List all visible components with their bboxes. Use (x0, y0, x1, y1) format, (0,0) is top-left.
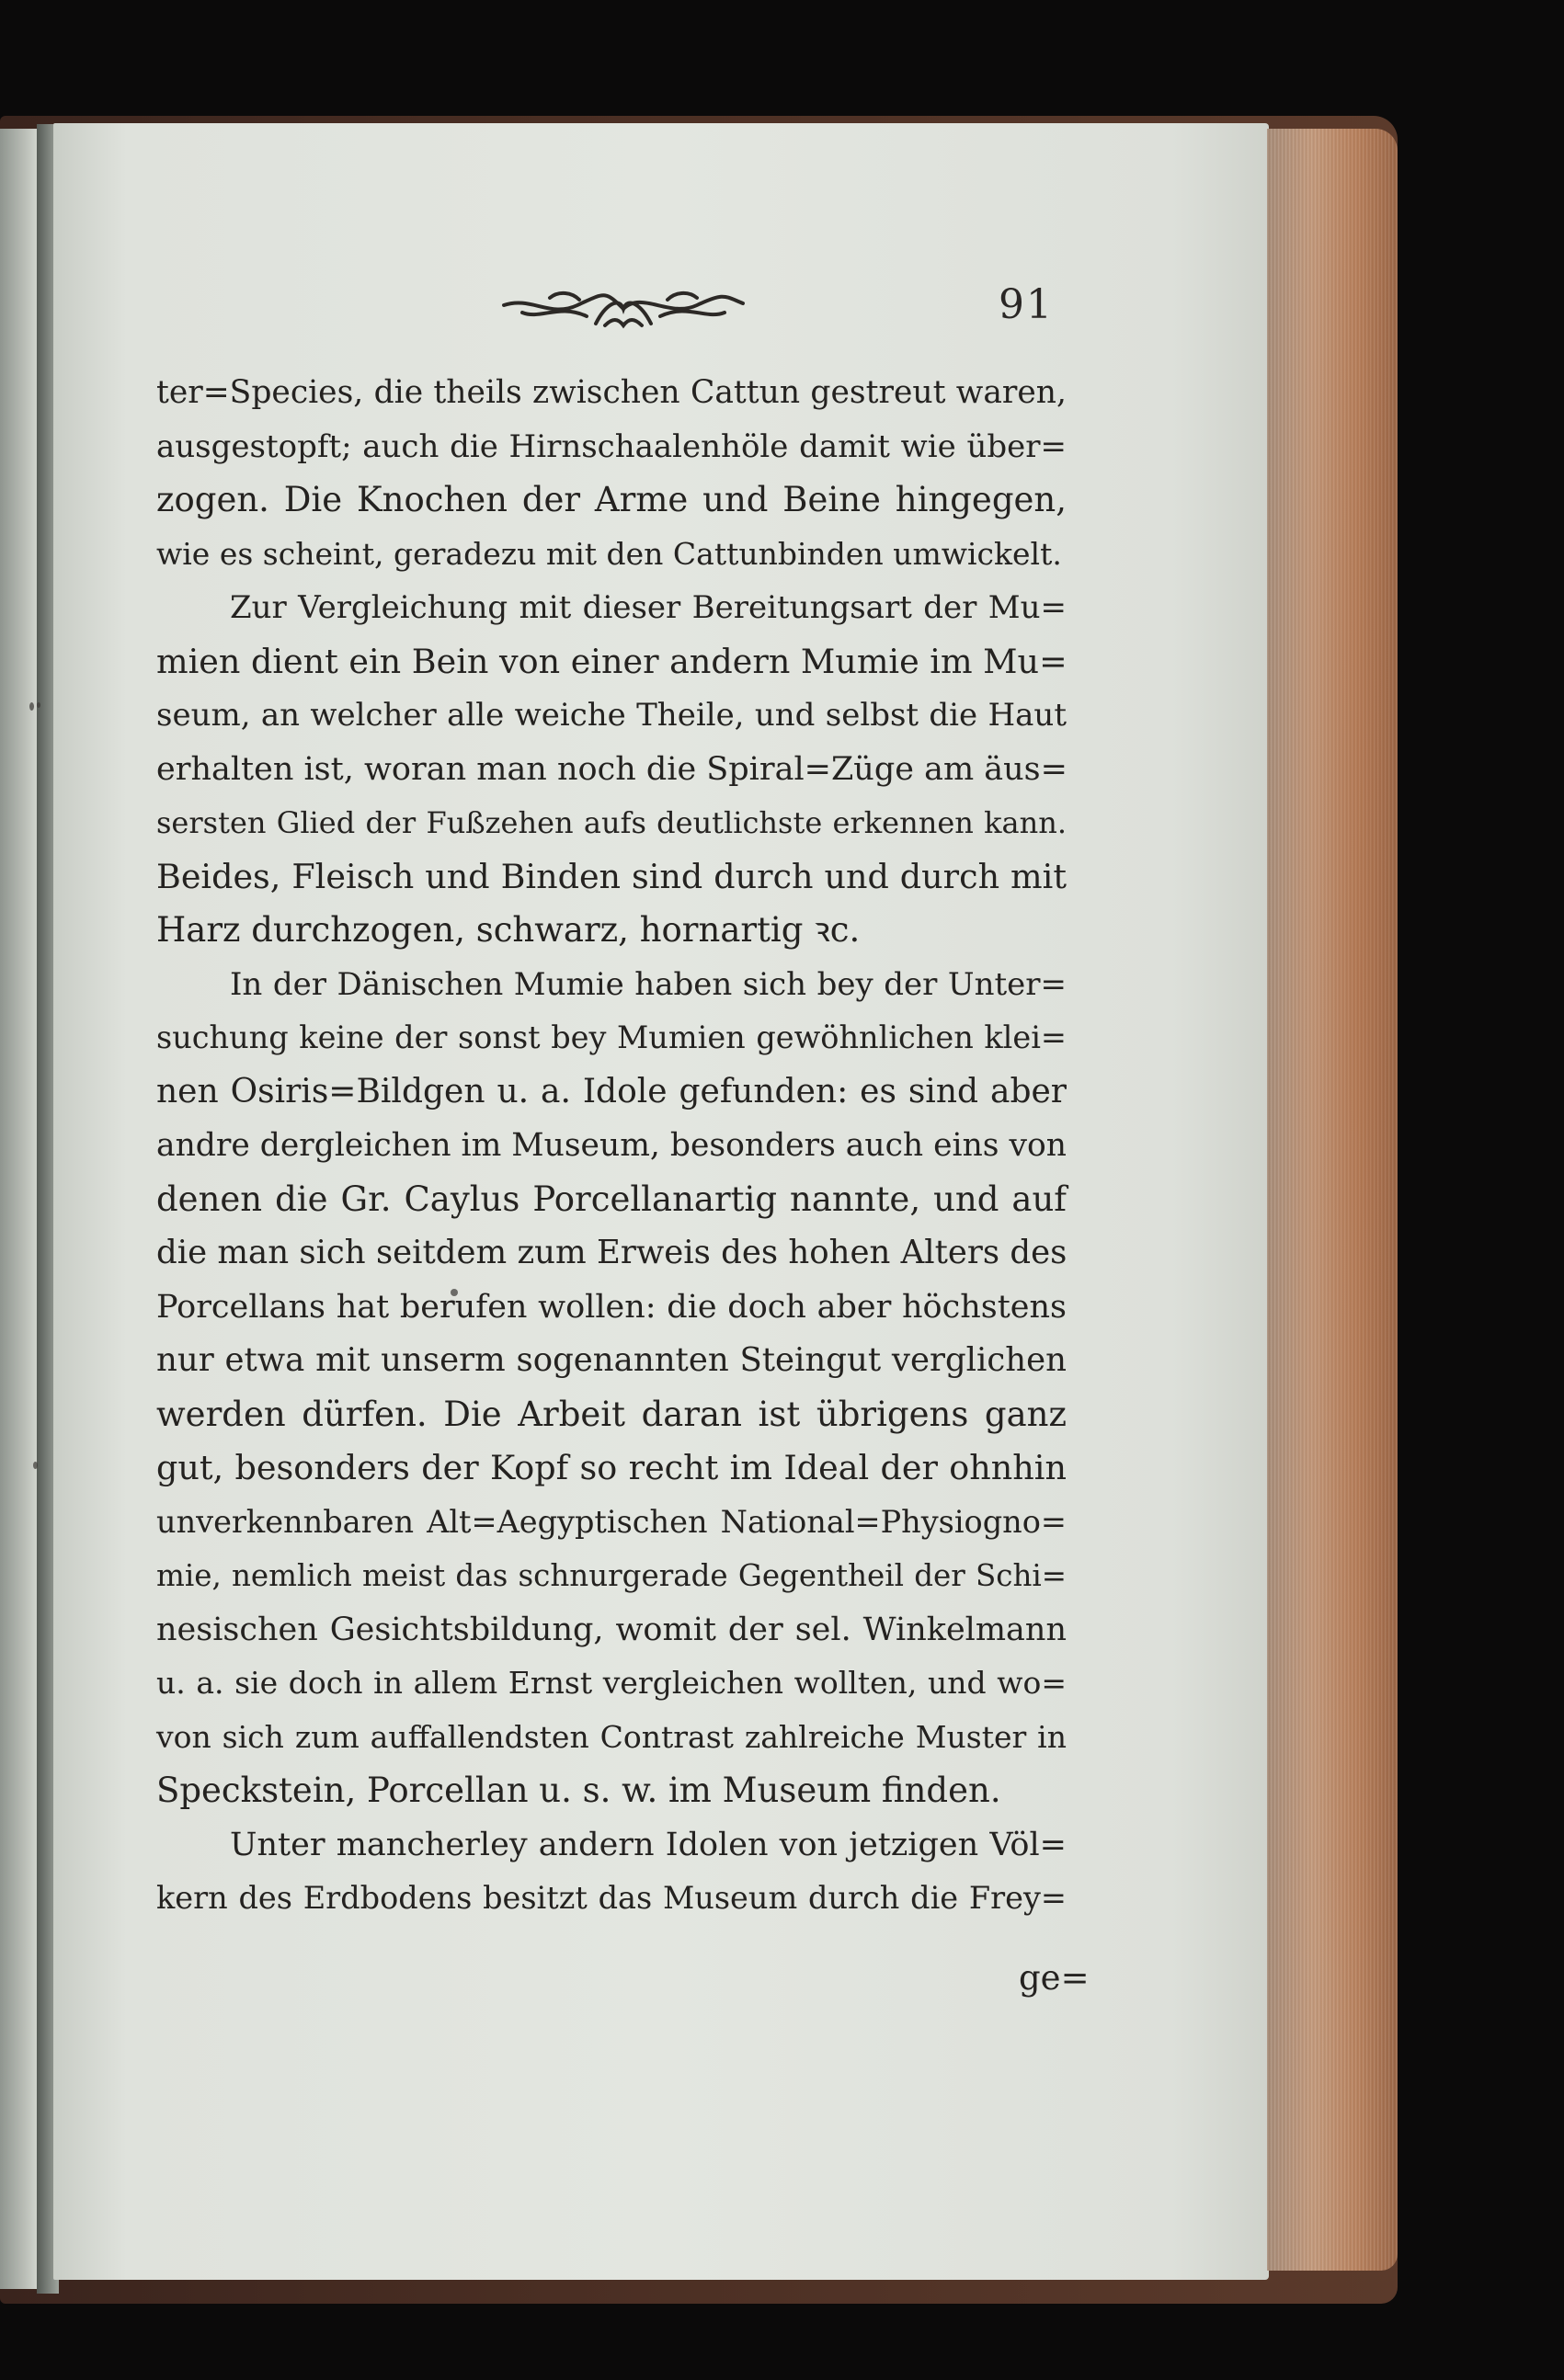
page-speck (33, 1462, 38, 1469)
text-line: seum, an welcher alle weiche Theile, und selbst die Haut (156, 697, 1067, 734)
text-line: werden dürfen. Die Arbeit daran ist übrigens ganz (156, 1394, 1067, 1434)
text-line: wie es scheint, geradezu mit den Cattunbinden umwickelt. (156, 535, 1062, 572)
page-header (53, 267, 1269, 359)
text-line: unverkennbaren Alt=Aegyptischen National=Physiogno= (156, 1503, 1067, 1540)
text-line: Unter mancherley andern Idolen von jetzigen Völ= (230, 1826, 1067, 1863)
text-line: suchung keine der sonst bey Mumien gewöhnlichen klei= (156, 1019, 1067, 1055)
text-line: ausgestopft; auch die Hirnschaalenhöle damit wie über= (156, 427, 1067, 465)
text-line: nur etwa mit unserm sogenannten Steingut verglichen (156, 1341, 1067, 1379)
catchword: ge= (1019, 1958, 1090, 1998)
decorative-flourish-icon (495, 278, 752, 342)
text-line: Harz durchzogen, schwarz, hornartig ꝛc. (156, 910, 861, 950)
text-line: von sich zum auffallendsten Contrast zahlreiche Muster in (156, 1718, 1067, 1755)
page-number: 91 (999, 281, 1054, 328)
text-line: denen die Gr. Caylus Porcellanartig nannte, und auf (156, 1179, 1067, 1219)
text-line: Beides, Fleisch und Binden sind durch und durch mit (156, 856, 1067, 896)
text-line: Porcellans hat berufen wollen: die doch aber höchstens (156, 1288, 1067, 1326)
text-line: gut, besonders der Kopf so recht im Ideal der ohnhin (156, 1448, 1067, 1487)
text-line: kern des Erdbodens besitzt das Museum durch die Frey= (156, 1880, 1067, 1916)
text-line: zogen. Die Knochen der Arme und Beine hingegen, (156, 480, 1067, 519)
text-line: In der Dänischen Mumie haben sich bey der Unter= (230, 965, 1067, 1003)
page-speck (29, 702, 34, 711)
text-line: erhalten ist, woran man noch die Spiral=Züge am äus= (156, 750, 1067, 788)
text-line: nen Osiris=Bildgen u. a. Idole gefunden: es sind aber (156, 1072, 1067, 1110)
text-line: Zur Vergleichung mit dieser Bereitungsart der Mu= (230, 589, 1067, 626)
text-line: nesischen Gesichtsbildung, womit der sel. Winkelmann (156, 1611, 1067, 1648)
text-line: u. a. sie doch in allem Ernst vergleichen wollten, und wo= (156, 1665, 1067, 1701)
text-line: ter=Species, die theils zwischen Cattun gestreut waren, (156, 374, 1067, 411)
page-block-edge (1267, 129, 1398, 2271)
text-line: sersten Glied der Fußzehen aufs deutlichste erkennen kann. (156, 805, 1067, 840)
page-body-text (156, 366, 1067, 1926)
text-line: Speckstein, Porcellan u. s. w. im Museum finden. (156, 1771, 1001, 1810)
text-line: andre dergleichen im Museum, besonders auch eins von (156, 1127, 1067, 1164)
page-speck (37, 702, 40, 708)
text-line: mien dient ein Bein von einer andern Mumie im Mu= (156, 641, 1067, 681)
text-line: die man sich seitdem zum Erweis des hohen Alters des (156, 1234, 1067, 1271)
text-line: mie, nemlich meist das schnurgerade Gegentheil der Schi= (156, 1558, 1067, 1593)
